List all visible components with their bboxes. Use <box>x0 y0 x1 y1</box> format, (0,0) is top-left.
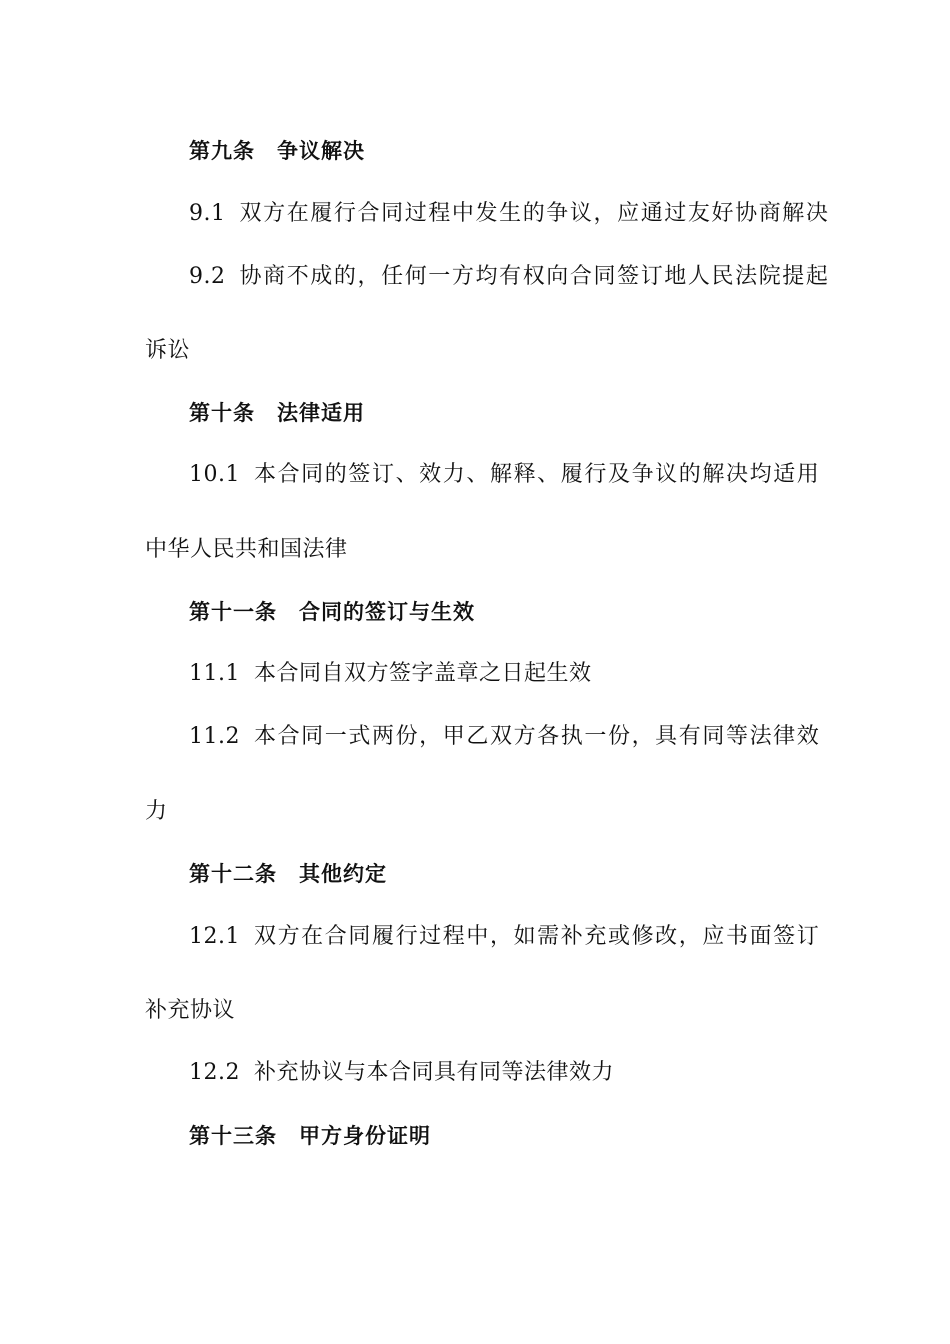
clause-12-2 <box>189 1058 614 1088</box>
clause-9-1 <box>189 199 830 229</box>
clause-text: 双方在履行合同过程中发生的争议，应通过友好协商解决 <box>239 201 830 226</box>
clause-10-1-continuation: 中华人民共和国法律 <box>145 537 348 562</box>
article-10-heading: 第十条 法律适用 <box>189 401 365 425</box>
clause-text: 本合同的签订、效力、解释、履行及争议的解决均适用 <box>253 462 821 487</box>
clause-number: 10.1 <box>189 462 240 487</box>
article-13-heading: 第十三条 甲方身份证明 <box>189 1124 431 1148</box>
clause-9-2 <box>189 262 830 292</box>
clause-11-2-continuation: 力 <box>145 799 168 824</box>
clause-text: 协商不成的，任何一方均有权向合同签订地人民法院提起 <box>239 264 830 289</box>
clause-9-2-continuation: 诉讼 <box>145 338 191 363</box>
clause-number: 11.1 <box>189 661 240 686</box>
clause-text: 双方在合同履行过程中，如需补充或修改，应书面签订 <box>253 924 821 949</box>
clause-11-1 <box>189 659 592 689</box>
clause-12-1 <box>189 922 820 952</box>
clause-12-1-continuation: 补充协议 <box>145 998 236 1023</box>
article-11-heading: 第十一条 合同的签订与生效 <box>189 600 475 624</box>
clause-10-1 <box>189 460 820 490</box>
clause-text: 本合同一式两份，甲乙双方各执一份，具有同等法律效 <box>253 724 821 749</box>
clause-text: 补充协议与本合同具有同等法律效力 <box>253 1060 614 1085</box>
article-9-heading: 第九条 争议解决 <box>189 139 365 163</box>
article-12-heading: 第十二条 其他约定 <box>189 862 387 886</box>
clause-text: 本合同自双方签字盖章之日起生效 <box>253 661 592 686</box>
clause-number: 11.2 <box>189 724 240 749</box>
clause-number: 12.2 <box>189 1060 240 1085</box>
clause-number: 9.2 <box>189 264 226 289</box>
clause-number: 9.1 <box>189 201 226 226</box>
clause-number: 12.1 <box>189 924 240 949</box>
clause-11-2 <box>189 722 820 752</box>
